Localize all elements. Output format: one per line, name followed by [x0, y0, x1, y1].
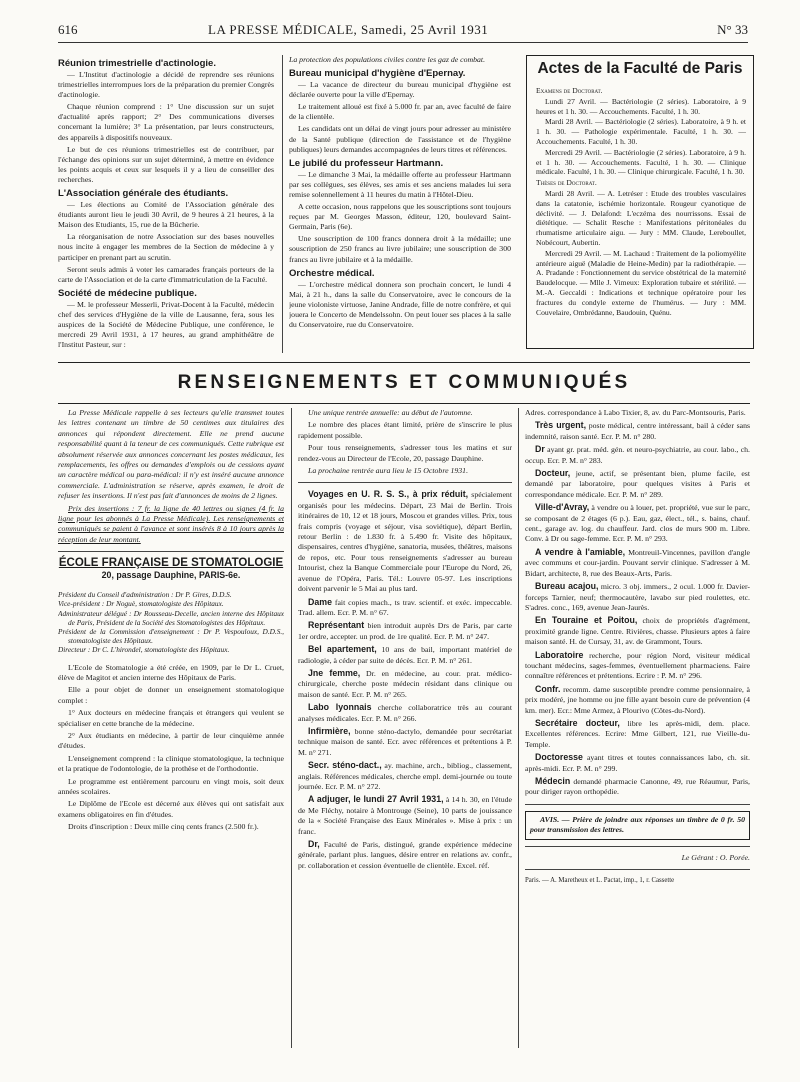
paragraph: L'enseignement comprend : la clinique stomatologique, la technique et la pratique de l'odontologie, de la prothèse et de l'orthodontie.	[58, 753, 284, 774]
ad-bureau-acajou: Bureau acajou, micro. 3 obj. immers., 2 ocul. 1.000 fr. Davier-forceps Tarnier, neuf; thermocautère, lavabo sur pied roulettes, etc. S'adres. conc., 169, avenue Jean-Jaurès.	[525, 581, 750, 612]
exam-entry: Mardi 28 Avril. — Bactériologie (2 séries). Laboratoire, à 9 h. et 1 h. 30. — Pathologie expérimentale. Faculté, 1 h. 30. — Accouchements. Faculté, 1 h. 30.	[536, 117, 746, 146]
ad-a-vendre: A vendre à l'amiable, Montreuil-Vincennes, pavillon d'angle avec communs et cour-jardin. Pouvant servir clinique. S'adresser à M. Bidart, architecte, 8, rue des Beaux-Arts, Paris.	[525, 546, 750, 578]
paragraph: — L'orchestre médical donnera son prochain concert, le lundi 4 Mai, à 21 h., dans la salle du Conservatoire, avec le concours de la jeune violoniste virtuose, Janine Andrade, fille de notre confrère, et qui jouera le Concerto de Mendelssohn. On peut louer ses places à la salle du Conservatoire, rue du Conservatoire.	[289, 279, 511, 329]
paragraph: Le traitement alloué est fixé à 5.000 fr. par an, avec faculté de faire de la clientèle.	[289, 102, 511, 122]
faculte-content	[536, 86, 746, 318]
paragraph: L'Ecole de Stomatologie a été créée, en 1909, par le Dr L. Cruet, élève de Magitot et ancien interne des Hôpitaux de Paris.	[58, 662, 284, 682]
paragraph: 1° Aux docteurs en médecine français et étrangers qui veulent se spécialiser en cette branche de la médecine.	[58, 708, 284, 728]
notice-prix: Prix des insertions : 7 fr. la ligne de 40 lettres ou signes (4 fr. la ligne pour les abonnés à La Presse Médicale). Les renseignements et communiqués se paient à l'avance et sont insérés 8 à 10 jours après la réception de leur montant.	[58, 503, 284, 544]
paragraph: Une unique rentrée annuelle: au début de l'automne.	[308, 408, 473, 417]
paragraph: Le Diplôme de l'Ecole est décerné aux élèves qui ont satisfait aux examens obligatoires en fin d'études.	[58, 799, 284, 819]
issue-number: N° 33	[717, 22, 748, 37]
staff-entry: Directeur : Dr C. L'hirondel, stomatologiste des Hôpitaux.	[58, 645, 230, 655]
subheading-theses: Thèses de Doctorat.	[536, 178, 597, 188]
divider	[58, 551, 284, 552]
ad-representant: Représentant bien introduit auprès Drs de Paris, par carte 1er ordre, accepter. un prod. de 1re qualité. Ecr. P. M. n° 247.	[298, 620, 512, 641]
ad-tres-urgent: Très urgent, poste médical, centre intéressant, bail à céder sans indemnité, raison santé. Ecr. P. M. n° 280.	[525, 420, 750, 441]
divider	[525, 846, 750, 847]
ad-touraine: En Touraine et Poitou, choix de propriétés d'agrément, proximité grande ligne. Centre. Rivières, chasse. Plusieurs aptes à faire maison santé. H. de Cursay, 31, av. de Grammont, Tours.	[525, 615, 750, 647]
ad-adjuger: A adjuger, le lundi 27 Avril 1931, à 14 h. 30, en l'étude de Me Fléchy, notaire à Montrouge (Seine), 10 parts de jouissance de la « Société Française des Eaux Minérales ». Mise à prix : un franc.	[298, 794, 512, 836]
subheading-doctorat: Examens de Doctorat.	[536, 86, 603, 95]
column-divider	[282, 55, 283, 353]
ad-secretaire-docteur: Secrétaire docteur, libre les après-midi, dem. place. Excellentes références. Ecrire: Mme Gilbert, 121, rue Vieille-du-Temple.	[525, 717, 750, 749]
paragraph: Les candidats ont un délai de vingt jours pour adresser au ministère de la Santé publique (direction de l'assistance et de l'hygiène publiques) leurs demandes accompagnées de leurs titres et références.	[289, 124, 511, 154]
column-divider	[518, 408, 519, 1048]
column-divider	[291, 408, 292, 1048]
paragraph: — Le dimanche 3 Mai, la médaille offerte au professeur Hartmann par ses collègues, ses élèves, ses amis et ses anciens malades lui sera remise solennellement à 11 heures du matin à l'Hôtel-Dieu.	[289, 169, 511, 199]
exam-entry: Mercredi 29 Avril. — Bactériologie (2 séries). Laboratoire, à 9 h. et 1 h. 30. — Accouchements. Faculté, 1 h. 30. — Clinique médicale. Faculté, 1 h. 30. — Clinique chirurgicale. Faculté, 1 h. 30.	[536, 147, 746, 177]
faculte-title: Actes de la Faculté de Paris	[537, 60, 743, 77]
top-column-1	[58, 55, 274, 355]
paragraph: Seront seuls admis à voter les camarades français porteurs de la carte de l'Association et de la carte d'immatriculation de la Faculté.	[58, 264, 274, 284]
ad-voyages: Voyages en U. R. S. S., à prix réduit, spécialement organisés pour les médecins. Départ, 23 Mai de Berlin. Trois itinéraires de 10, 12 et 18 jours, Moscou et grandes villes. Prix, tous frais compris (voyage et séjour, visa soviétique), départ Berlin, retour Berlin : de 1.830 fr. à 5.490 fr. Visite des hôpitaux, dispensaires, centres d'hygiène, sanatoria, musées, théâtres, maisons de repos, etc. Pour tous renseignements s'adresser au bureau Intourist, chez la Banque Commerciale pour l'Europe du Nord, 26, avenue de l'Opéra, Paris. Tél.: Louvre 05-97. Les inscriptions doivent parvenir le 5 Mai au plus tard.	[298, 489, 512, 594]
heading-epernay: Bureau municipal d'hygiène d'Epernay.	[289, 68, 466, 80]
paragraph: Le nombre des places étant limité, prière de s'inscrire le plus rapidement possible.	[298, 420, 512, 440]
page-number: 616	[58, 22, 78, 37]
heading-hartmann: Le jubilé du professeur Hartmann.	[289, 157, 444, 169]
staff-entry: Vice-président : Dr Noguè, stomatologiste des Hôpitaux.	[58, 599, 224, 609]
paragraph: — M. le professeur Messerli, Privat-Docent à la Faculté, médecin chef des services d'Hygiène de la ville de Lausanne, fera, sous les auspices de la Société de Médecine Publique, une conférence, le mercredi 29 Avril 1931, à 17 heures, au grand amphithéâtre de l'Institut Pasteur, sur :	[58, 299, 274, 350]
paragraph: La réorganisation de notre Association sur des bases nouvelles nous incite à engager les membres de la Section de médecine à y participer en prenant part au scrutin.	[58, 232, 274, 262]
ad-medecin: Médecin demandé pharmacie Canonne, 49, rue Réaumur, Paris, pour diriger rayon orthopédie.	[525, 776, 750, 797]
paragraph: Une souscription de 100 francs donnera droit à la médaille; une souscription de 250 francs au livre jubilaire; une souscription de 300 francs au livre jubilaire et à la médaille.	[289, 234, 511, 264]
bottom-column-1	[58, 408, 284, 1048]
ad-confr: Confr. recomm. dame susceptible prendre comme pensionnaire, à prix modéré, jne homme ou jne fille ayant besoin cure de prévention (4 km. mer). Ecr.: Mme Armez, à Plourivo (Côtes-du-Nord).	[525, 683, 750, 715]
exam-entry: Lundi 27 Avril. — Bactériologie (2 séries). Laboratoire, à 9 heures et 1 h. 30. — Accouchements. Faculté, 1 h. 30.	[536, 96, 746, 116]
ad-jne-femme: Jne femme, Dr. en médecine, au cour. prat. médico-chirurgicale, cherche poste médecin résidant dans clinique ou maison de santé. Ecr. P. M. n° 265.	[298, 667, 512, 699]
bottom-column-2	[298, 408, 512, 1048]
paragraph: Le programme est entièrement parcouru en vingt mois, soit deux années scolaires.	[58, 776, 284, 796]
section-banner	[58, 362, 750, 404]
ad-laboratoire: Laboratoire recherche, pour région Nord, visiteur médical touchant médecins, sages-femmes, éventuellement pharmaciens. Faire connaître références et prétentions. Ecrire : P. M. n° 296.	[525, 649, 750, 681]
top-column-2	[289, 55, 511, 355]
divider	[525, 804, 750, 805]
staff-entry: Administrateur délégué : Dr Rousseau-Decelle, ancien interne des Hôpitaux de Paris, Président de la Société des Stomatologistes des Hôpitaux.	[58, 608, 284, 627]
ad-dr-neuro: Dr ayant gr. prat. méd. gén. et neuro-psychiatrie, au cour. labo., ch. occup. Ecr. P. M. n° 283.	[525, 444, 750, 465]
staff-entry: Président du Conseil d'administration : Dr P. Gires, D.D.S.	[58, 590, 232, 600]
paragraph: Le but de ces réunions trimestrielles est de contribuer, par l'échange des opinions sur un sujet déterminé, à mettre en évidence les points acquis et ceux sur lesquels il y a lieu de conseiller des recherches.	[58, 144, 274, 184]
staff-entry: Président de la Commission d'enseignement : Dr P. Vespouloux, D.D.S., stomatologiste des Hôpitaux.	[58, 626, 284, 646]
avis-box: AVIS. — Prière de joindre aux réponses un timbre de 0 fr. 50 pour transmission des lettres.	[525, 811, 750, 840]
banner-title: RENSEIGNEMENTS ET COMMUNIQUÉS	[177, 372, 631, 393]
paragraph: Adres. correspondance à Labo Tixier, 8, av. du Parc-Montsouris, Paris.	[525, 408, 746, 417]
ad-dr-faculte: Dr, Faculté de Paris, distingué, grande expérience médecine générale, parlant plus. langues, désire entrer en relations av. confr., pr. collaboration et cession éventuelle de clientèle. Excel. réf.	[298, 839, 512, 870]
ad-appartement: Bel apartement, 10 ans de bail, important matériel de radiologie, à céder par suite de décès. Ecr. P. M. n° 261.	[298, 644, 512, 665]
paragraph: La prochaine rentrée aura lieu le 15 Octobre 1931.	[308, 466, 469, 476]
paragraph: — Les élections au Comité de l'Association générale des étudiants auront lieu le jeudi 30 Avril, de 9 heures à 21 heures, à la Maison des Etudiants, 15, rue de la Bûcherie.	[58, 200, 274, 230]
paragraph: Droits d'inscription : Deux mille cinq cents francs (2.500 fr.).	[68, 822, 259, 832]
gerant-signature: Le Gérant : O. Porée.	[681, 852, 750, 862]
paragraph: — L'Institut d'actinologie a décidé de reprendre ses réunions trimestrielles interrompues lors de la préparation du premier Congrès d'actinologie.	[58, 70, 274, 100]
ad-ville-davray: Ville-d'Avray, à vendre ou à louer, pet. propriété, vue sur le parc, se composant de 2 étages (6 p.). Eau, gaz, élect., tél., s. bains, chauf. cent., garage av. log. du chauffeur. Jard. clos de murs 900 m. Libre. Conv. à Dr ou sage-femme. Ecr. P. M. n° 293.	[525, 502, 750, 544]
ad-docteur: Docteur, jeune, actif, se présentant bien, plume facile, est demandé par laboratoire, pour quelques visites à Paris et correspondance médicale. Ecr. P. M. n° 289.	[525, 468, 750, 499]
paragraph: Chaque réunion comprend : 1° Une discussion sur un sujet d'actualité après rapport; 2° Des communications diverses concernant la lumière; 3° La présentation, par leurs constructeurs, des appareils à dispositifs nouveaux.	[58, 102, 274, 142]
ad-dame: Dame fait copies mach., ts trav. scientif. et exéc. impeccable. Trad. allem. Ecr. P. M. n° 67.	[298, 596, 512, 617]
heading-medecine-publique: Société de médecine publique.	[58, 287, 197, 299]
school-address: 20, passage Dauphine, PARIS-6e.	[101, 569, 241, 580]
staff-list	[58, 590, 284, 654]
paragraph: 2° Aux étudiants en médecine, à partir de leur cinquième année d'études.	[58, 730, 284, 751]
paragraph: La protection des populations civiles contre les gaz de combat.	[289, 55, 486, 64]
thesis-entry: Mercredi 29 Avril. — M. Lachaud : Traitement de la poliomyélite antérieure aiguë (Maladie de Heine-Medin) par la radiothérapie. — A. Pradande : Fonctionnement du service obstétrical de la maternité Baudelocque. — Mlle J. Vimeux: Exploration tubaire et stérilité. — M.-A. Geccaldi : Indications et technique opératoire pour les fractures du condyle externe de l'humérus. — Jury : MM. Couvelaire, Ombrédanne, Baudouin, Quénu.	[536, 248, 746, 317]
heading-etudiants: L'Association générale des étudiants.	[58, 188, 229, 200]
printer-line: Paris. — A. Maretheux et L. Pactat, imp., 1, r. Cassette	[525, 877, 675, 885]
page-header	[58, 20, 748, 43]
ad-labo-lyonnais: Labo lyonnais cherche collaboratrice très au courant analyses médicales. Ecr. P. M. n° 266.	[298, 702, 512, 723]
journal-title: LA PRESSE MÉDICALE, Samedi, 25 Avril 1931	[208, 22, 489, 37]
school-name: ÉCOLE FRANÇAISE DE STOMATOLOGIE	[58, 557, 284, 570]
faculte-box	[526, 55, 754, 349]
ad-infirmiere: Infirmière, bonne sténo-dactylo, demandée pour secrétariat technique maison de santé. Ecr. avec références et prétentions à P. M. n° 271.	[298, 725, 512, 757]
ad-doctoresse: Doctoresse ayant titres et toutes connaissances labo, ch. sit. après-midi. Ecr. P. M. n° 299.	[525, 752, 750, 773]
heading-orchestre: Orchestre médical.	[289, 267, 375, 279]
thesis-entry: Mardi 28 Avril. — A. Letréser : Etude des troubles vasculaires dans la catatonie, ischémie horizontale. Rougeur cyanotique de déclivité. — J. Delafond: L'eczéma des nourrissons. Essai de diététique. — Schalit Resche : Manifestations péritonéales du rhumatisme articulaire aigu. — Jury : MM. Claude, Lereboullet, Nobécourt, Aubertin.	[536, 188, 746, 247]
paragraph: Pour tous renseignements, s'adresser tous les matins et sur rendez-vous au Directeur de l'Ecole, 20, passage Dauphine.	[298, 443, 512, 463]
notice-intro: La Presse Médicale rappelle à ses lecteurs qu'elle transmet toutes les lettres contenant un timbre de 50 centimes aux titulaires des annonces qui répondent directement. Elle ne prend aucune responsabilité quant à la teneur de ces communiqués. Cette rubrique est absolument réservée aux annonces concernant les postes médicaux, les remplacements, les offres ou demandes d'emplois ou de cessions ayant un caractère médical ou para-médical: il n'y est inséré aucune annonce commerciale. L'administration se réserve, après examen, le droit de refuser les insertions. Il n'est pas fait d'annonces de moins de 2 lignes.	[58, 408, 284, 501]
paragraph: A cette occasion, nous rappelons que les souscriptions sont toujours reçues par M. Georges Masson, éditeur, 120, boulevard Saint-Germain, Paris (6e).	[289, 202, 511, 232]
divider	[298, 482, 512, 483]
divider	[525, 869, 750, 870]
paragraph: Elle a pour objet de donner un enseignement stomatologique complet :	[58, 685, 284, 705]
paragraph: — La vacance de directeur du bureau municipal d'hygiène est déclarée ouverte pour la ville d'Epernay.	[289, 80, 511, 100]
heading-actinologie: Réunion trimestrielle d'actinologie.	[58, 58, 216, 69]
bottom-column-3	[525, 408, 750, 1053]
ad-secretaire: Secr. sténo-dact., ay. machine, arch., bibliog., classement, anglais. Références médicales, cherche empl. demi-journée ou toute journée. Ecr. P. M. n° 272.	[298, 760, 512, 791]
